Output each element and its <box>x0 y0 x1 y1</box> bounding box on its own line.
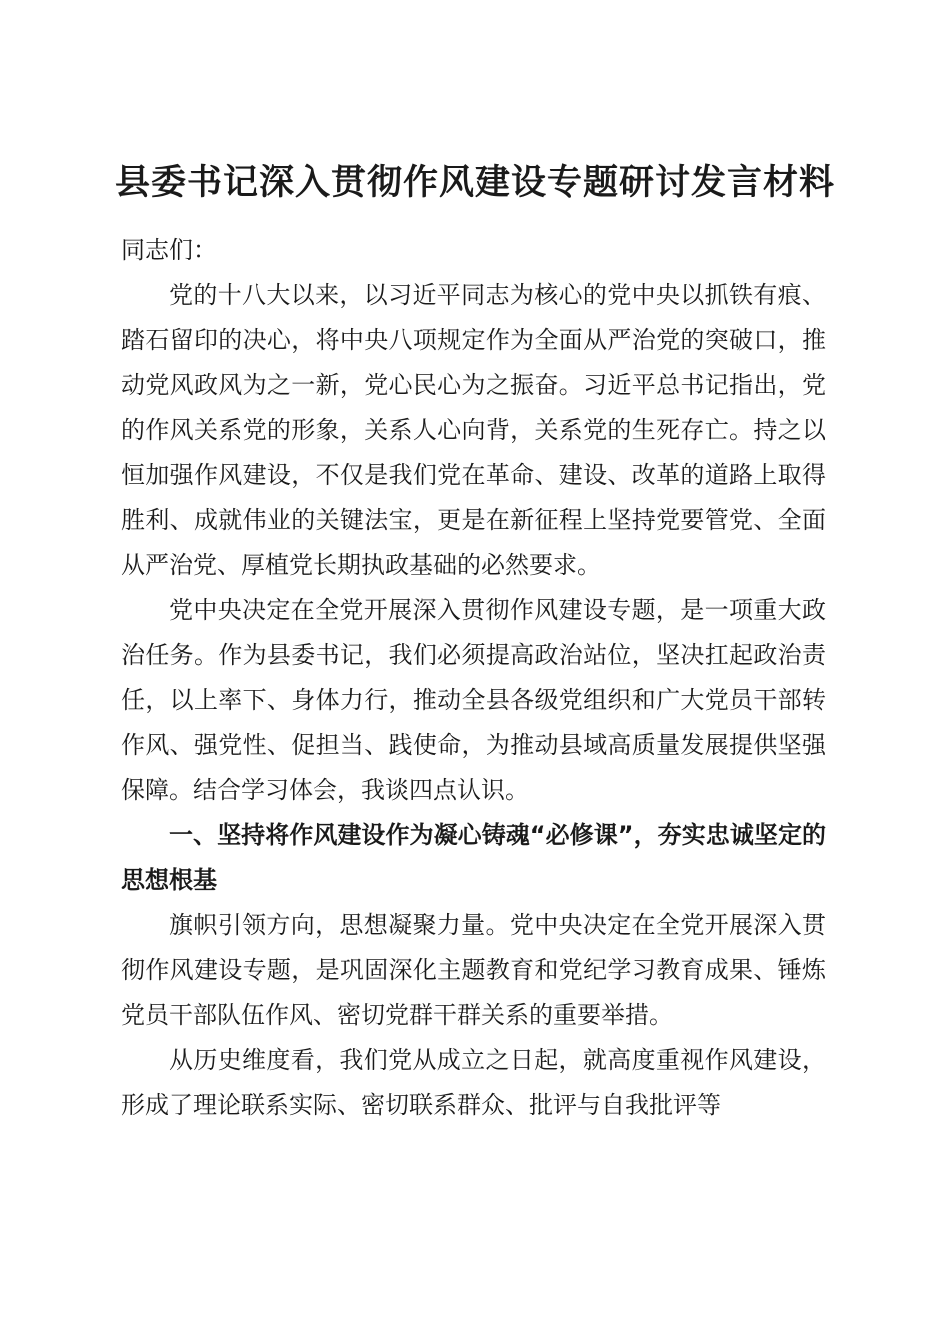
document-body <box>121 228 826 1128</box>
body-paragraph: 党中央决定在全党开展深入贯彻作风建设专题，是一项重大政治任务。作为县委书记，我们必须提高政治站位，坚决扛起政治责任，以上率下、身体力行，推动全县各级党组织和广大党员干部转作风、强党性、促担当、践使命，为推动县域高质量发展提供坚强保障。结合学习体会，我谈四点认识。 <box>121 596 826 804</box>
section-paragraph: 旗帜引领方向，思想凝聚力量。党中央决定在全党开展深入贯彻作风建设专题，是巩固深化主题教育和党纪学习教育成果、锤炼党员干部队伍作风、密切党群干群关系的重要举措。 <box>121 911 826 1029</box>
salutation: 同志们： <box>121 236 217 264</box>
section-heading: 一、坚持将作风建设作为凝心铸魂“必修课”，夯实忠诚坚定的思想根基 <box>121 821 826 894</box>
section-paragraph: 从历史维度看，我们党从成立之日起，就高度重视作风建设，形成了理论联系实际、密切联系群众、批评与自我批评等 <box>121 1046 826 1119</box>
body-paragraph: 党的十八大以来，以习近平同志为核心的党中央以抓铁有痕、踏石留印的决心，将中央八项规定作为全面从严治党的突破口，推动党风政风为之一新，党心民心为之振奋。习近平总书记指出，党的作风关系党的形象，关系人心向背，关系党的生死存亡。持之以恒加强作风建设，不仅是我们党在革命、建设、改革的道路上取得胜利、成就伟业的关键法宝，更是在新征程上坚持党要管党、全面从严治党、厚植党长期执政基础的必然要求。 <box>121 281 826 579</box>
document-title: 县委书记深入贯彻作风建设专题研讨发言材料 <box>114 162 835 204</box>
